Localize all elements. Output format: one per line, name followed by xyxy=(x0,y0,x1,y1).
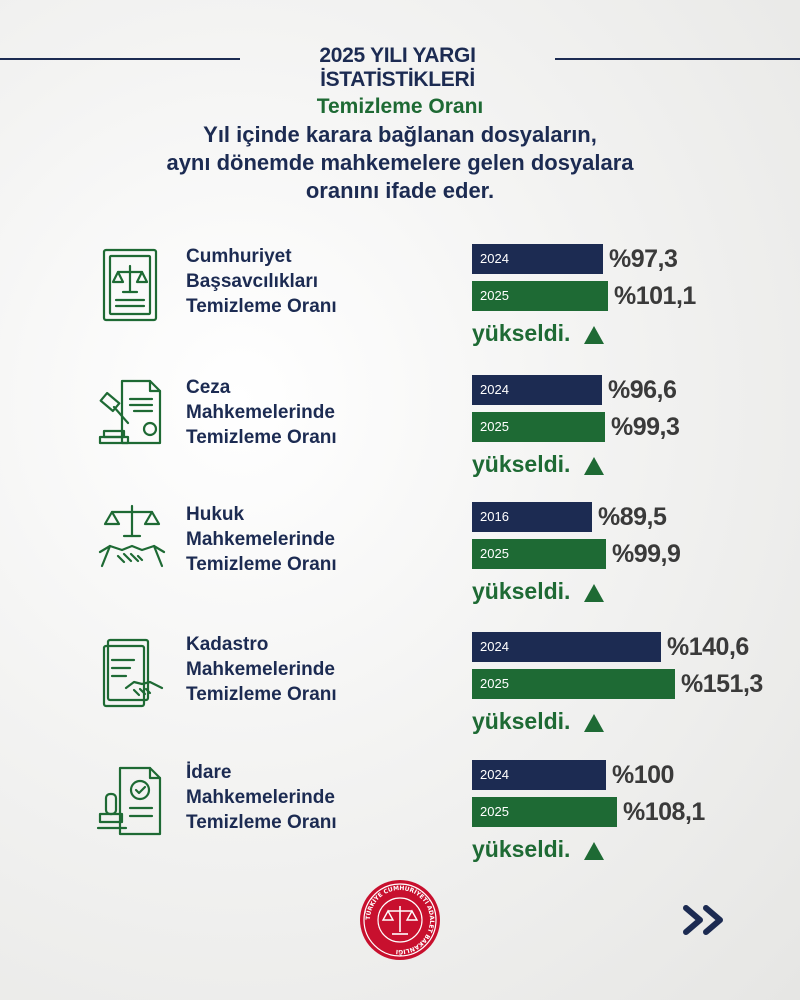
status-label: yükseldi. xyxy=(472,578,571,604)
status-text xyxy=(472,708,605,734)
status-text xyxy=(472,320,605,346)
up-arrow-icon xyxy=(583,841,605,861)
label-line: Hukuk xyxy=(186,504,245,525)
bar-value-label: %151,3 xyxy=(681,670,763,698)
bar-value-label: %100 xyxy=(612,761,674,789)
page-title: 2025 YILI YARGI İSTATİSTİKLERİ xyxy=(319,44,476,91)
bar-year-label: 2024 xyxy=(480,767,509,782)
label-line: Ceza xyxy=(186,377,231,398)
ministry-seal-icon xyxy=(358,878,442,962)
bar-value-label: %108,1 xyxy=(623,798,705,826)
label-line: İdare xyxy=(186,762,232,783)
bar-year-label: 2025 xyxy=(480,676,509,691)
bar-value-label: %89,5 xyxy=(598,503,667,531)
row-label xyxy=(186,244,426,319)
bar-year-2 xyxy=(472,669,675,699)
bar-value-label: %140,6 xyxy=(667,633,749,661)
gavel-document-icon xyxy=(96,375,168,455)
stat-row xyxy=(0,502,800,622)
label-line: Kadastro xyxy=(186,634,269,655)
status-text xyxy=(472,836,605,862)
double-chevron-right-icon xyxy=(676,900,736,940)
label-line: Temizleme Oranı xyxy=(186,427,337,448)
status-label: yükseldi. xyxy=(472,836,571,862)
bar-year-label: 2025 xyxy=(480,288,509,303)
bar-year-2 xyxy=(472,281,608,311)
bar-year-1 xyxy=(472,760,606,790)
row-label xyxy=(186,502,426,577)
up-arrow-icon xyxy=(583,583,605,603)
stat-row xyxy=(0,632,800,752)
status-text xyxy=(472,451,605,477)
bar-year-label: 2024 xyxy=(480,251,509,266)
up-arrow-icon xyxy=(583,456,605,476)
row-label xyxy=(186,375,426,450)
intro-description-line: aynı dönemde mahkemelere gelen dosyalara xyxy=(166,150,634,175)
status-label: yükseldi. xyxy=(472,708,571,734)
bar-value-label: %97,3 xyxy=(609,245,678,273)
bar-year-2 xyxy=(472,539,606,569)
stamp-certificate-icon xyxy=(96,760,168,840)
label-line: Mahkemelerinde xyxy=(186,659,335,680)
next-button[interactable] xyxy=(676,900,736,940)
bar-year-label: 2025 xyxy=(480,419,509,434)
stat-row xyxy=(0,760,800,880)
status-label: yükseldi. xyxy=(472,320,571,346)
up-arrow-icon xyxy=(583,325,605,345)
label-line: Temizleme Oranı xyxy=(186,812,337,833)
label-line: Mahkemelerinde xyxy=(186,787,335,808)
header-rule-left xyxy=(0,58,240,60)
label-line: Temizleme Oranı xyxy=(186,554,337,575)
label-line: Temizleme Oranı xyxy=(186,684,337,705)
bar-year-2 xyxy=(472,412,605,442)
bar-value-label: %99,3 xyxy=(611,413,680,441)
intro xyxy=(80,93,720,205)
intro-description-line: Yıl içinde karara bağlanan dosyaların, xyxy=(203,122,597,147)
row-label xyxy=(186,632,426,707)
bar-year-label: 2024 xyxy=(480,639,509,654)
bar-value-label: %99,9 xyxy=(612,540,681,568)
bar-year-1 xyxy=(472,502,592,532)
intro-title: Temizleme Oranı xyxy=(316,95,484,118)
label-line: Temizleme Oranı xyxy=(186,296,337,317)
bar-year-label: 2025 xyxy=(480,804,509,819)
bar-year-1 xyxy=(472,632,661,662)
bar-year-label: 2016 xyxy=(480,509,509,524)
stat-row xyxy=(0,375,800,495)
intro-description-line: oranını ifade eder. xyxy=(305,178,495,203)
stat-row xyxy=(0,244,800,364)
seal-text: TÜRKİYE CUMHURİYETİ ADALET BAKANLIĞI xyxy=(364,884,436,956)
label-line: Cumhuriyet xyxy=(186,246,292,267)
scales-document-icon xyxy=(96,244,168,324)
bar-year-1 xyxy=(472,244,603,274)
bar-year-1 xyxy=(472,375,602,405)
bar-year-label: 2025 xyxy=(480,546,509,561)
row-label xyxy=(186,760,426,835)
bar-year-label: 2024 xyxy=(480,382,509,397)
bar-value-label: %101,1 xyxy=(614,282,696,310)
up-arrow-icon xyxy=(583,713,605,733)
header-rule-right xyxy=(555,58,800,60)
status-label: yükseldi. xyxy=(472,451,571,477)
status-text xyxy=(472,578,605,604)
bar-year-2 xyxy=(472,797,617,827)
label-line: Başsavcılıkları xyxy=(186,271,319,292)
bar-value-label: %96,6 xyxy=(608,376,677,404)
label-line: Mahkemelerinde xyxy=(186,529,335,550)
handshake-document-icon xyxy=(96,632,168,712)
label-line: Mahkemelerinde xyxy=(186,402,335,423)
scales-handshake-icon xyxy=(96,502,168,582)
